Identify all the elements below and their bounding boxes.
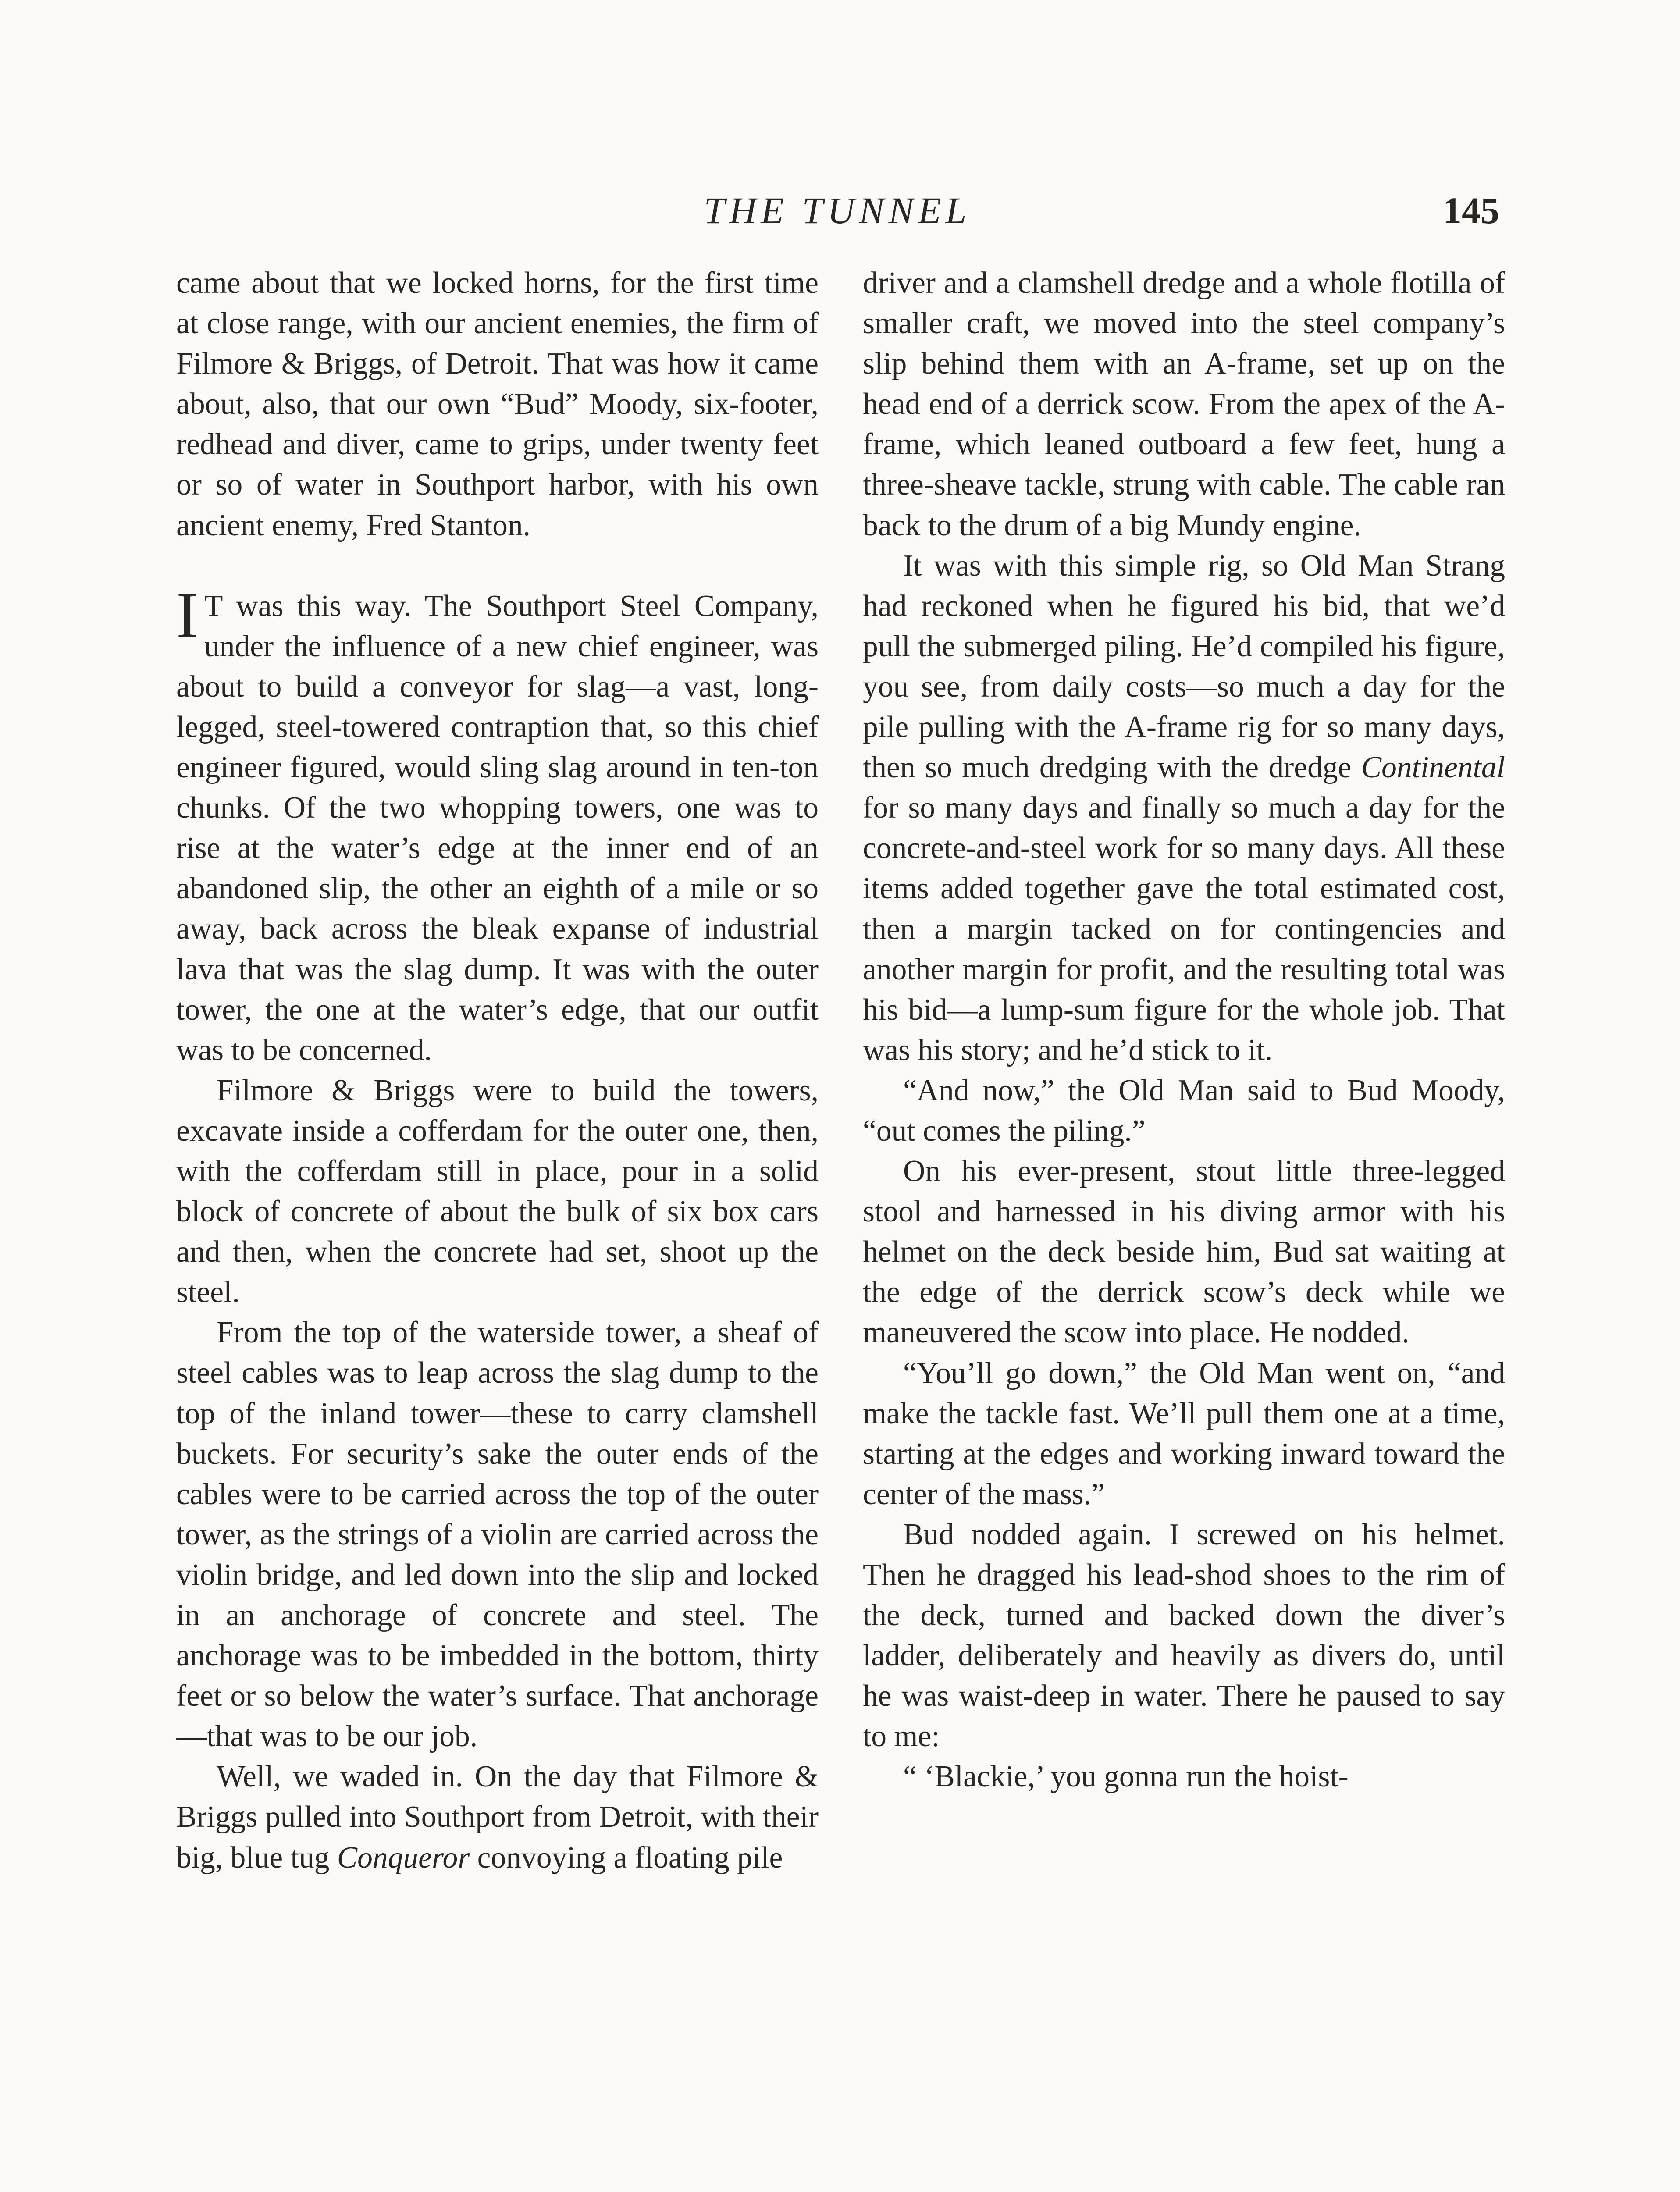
running-head: THE TUNNEL [704,189,971,231]
paragraph-text: convoying a floating pile [470,1840,783,1875]
paragraph-text: T was this way. The Southport Steel Company, under the influence of a new chief engineer, was about to build a conveyor for slag—a vast, long-legged, steel-towered contraption that, so this chief engineer figured, would sling slag around in ten-ton chunks. Of the two whopping towers, one was to rise at the water’s edge at the inner end of an abandoned slip, the other an eighth of a mile or so away, back across the bleak expanse of industrial lava that was the slag dump. It was with the outer tower, the one at the water’s edge, that our outfit was to be concerned. [176,589,819,1067]
right-column [863,263,1505,1797]
paragraph-text: Well, we waded in. On the day that Filmore & Briggs pulled into Southport from Detroit, with their big, blue tug [176,1760,819,1875]
page-number: 145 [1443,189,1499,231]
paragraph: On his ever-present, stout little three-legged stool and harnessed in his diving armor with his helmet on the deck beside him, Bud sat waiting at the edge of the derrick scow’s deck while we maneuvered the scow into place. He nodded. [863,1154,1505,1350]
ship-name: Conqueror [337,1840,470,1875]
paragraph: Bud nodded again. I screwed on his helmet. Then he dragged his lead-shod shoes to the rim of the deck, turned and backed down the diver’s ladder, deliberately and heavily as divers do, until he was waist-deep in water. There he paused to say to me: [863,1517,1505,1754]
paragraph: “ ‘Blackie,’ you gonna run the hoist- [903,1760,1349,1794]
paragraph: “And now,” the Old Man said to Bud Moody, “out comes the piling.” [863,1073,1505,1148]
paragraph [863,546,1505,1071]
page-header [175,189,1499,237]
paragraph-text: It was with this simple rig, so Old Man Strang had reckoned when he figured his bid, that we’d pull the submerged piling. He’d compiled his figure, you see, from daily costs—so much a day for the pile pulling with the A-frame rig for so many days, then so much dredging with the dredge [863,548,1505,785]
ship-name: Continental [1361,751,1505,785]
paragraph [176,1757,819,1878]
paragraph: Filmore & Briggs were to build the towers, excavate inside a cofferdam for the outer one, then, with the cofferdam still in place, pour in a solid block of concrete of about the bulk of six box cars and then, when the concrete had set, shoot up the steel. [176,1073,819,1310]
paragraph: “You’ll go down,” the Old Man went on, “and make the tackle fast. We’ll pull them one at a time, starting at the edges and working inward toward the center of the mass.” [863,1356,1505,1511]
paragraph: From the top of the waterside tower, a sheaf of steel cables was to leap across the slag dump to the top of the inland tower—these to carry clamshell buckets. For security’s sake the outer ends of the cables were to be carried across the top of the outer tower, as the strings of a violin are carried across the violin bridge, and led down into the slip and locked in an anchorage of concrete and steel. The anchorage was to be imbedded in the bottom, thirty feet or so below the water’s surface. That anchorage—that was to be our job. [176,1316,819,1754]
paragraph: came about that we locked horns, for the first time at close range, with our ancient enemies, the firm of Filmore & Briggs, of Detroit. That was how it came about, also, that our own “Bud” Moody, six-footer, redhead and diver, came to grips, under twenty feet or so of water in Southport harbor, with his own ancient enemy, Fred Stanton. [176,266,819,542]
paragraph-section-start [176,578,819,1071]
drop-cap: I [176,578,198,651]
left-column [176,263,819,1878]
paragraph-text: for so many days and finally so much a day for the concrete-and-steel work for so many days. All these items added together gave the total estimated cost, then a margin tacked on for contingencies and another margin for profit, and the resulting total was his bid—a lump-sum figure for the whole job. That was his story; and he’d stick to it. [863,791,1505,1067]
paragraph: driver and a clamshell dredge and a whole flotilla of smaller craft, we moved into the steel company’s slip behind them with an A-frame, set up on the head end of a derrick scow. From the apex of the A-frame, which leaned outboard a few feet, hung a three-sheave tackle, strung with cable. The cable ran back to the drum of a big Mundy engine. [863,266,1505,542]
